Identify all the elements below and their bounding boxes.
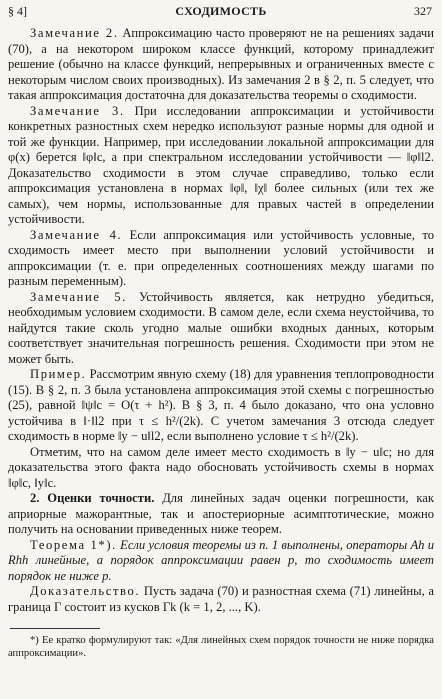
- remark-2-text: Аппроксимацию часто проверяют не на решениях задачи (70), а на некотором широком классе функций, которому принадлежит решение (обычно на классе функций, непрерывных и ограниченных вместе с некоторым числом своих производных). Из замечания 2 в § 2, п. 5 следует, что такая аппроксимация достаточна для доказательства теоремы о сходимости.: [8, 26, 434, 102]
- accuracy-section-paragraph: [8, 491, 434, 538]
- example-text: Рассмотрим явную схему (18) для уравнения теплопроводности (15). В § 2, п. 3 была установлена аппроксимация этой схемы с погрешностью (25), равной ‖ψ‖c = O(τ + h²). В § 3, п. 4 было доказано, что она условно устойчива в ‖·‖l2 при τ ≤ h²/(2k). С учетом замечания 3 отсюда следует сходимость в норме ‖y − u‖l2, если выполнено условие τ ≤ h²/(2k).: [8, 367, 434, 443]
- remark-3-text: При исследовании аппроксимации и устойчивости конкретных разностных схем нередко используют разные нормы для одной и той же функции. Например, при исследовании локальной аппроксимации для φ(x) берется ‖φ‖c, а при спектральном исследовании устойчивости — ‖φ‖l2. Доказательство сходимости в этом случае справедливо, только если аппроксимация установлена в нормах ‖φ‖, ‖χ‖ более сильных (или тех же самых), чем нормы, использованные для правых частей в определении устойчивости.: [8, 103, 434, 226]
- running-title: СХОДИМОСТЬ: [175, 4, 267, 18]
- remark-5-paragraph: [8, 290, 434, 368]
- remark-3-paragraph: [8, 104, 434, 228]
- proof-paragraph: [8, 584, 434, 615]
- remark-4-text: Если аппроксимация или устойчивость условные, то сходимость имеет место при выполнении условий устойчивости и аппроксимации (т. е. при определенных соотношениях между шагами по разным переменным).: [8, 227, 434, 288]
- footnote: [8, 634, 434, 660]
- accuracy-section-heading: 2. Оценки точности.: [30, 491, 155, 505]
- theorem-1-paragraph: [8, 538, 434, 585]
- note-text: Отметим, что на самом деле имеет место сходимость в ‖y − u‖c; но для доказательства этого факта надо обосновать устойчивость схемы в нормах ‖φ‖c, ‖y‖c.: [8, 444, 434, 490]
- example-paragraph: [8, 367, 434, 445]
- remark-3-heading: Замечание 3.: [30, 103, 125, 118]
- page-number: 327: [414, 4, 432, 18]
- running-header: [8, 4, 434, 20]
- section-marker: § 4]: [8, 4, 27, 18]
- proof-heading: Доказательство.: [30, 584, 141, 598]
- remark-2-paragraph: [8, 26, 434, 104]
- proof-text: Пусть задача (70) и разностная схема (71) линейны, а граница Γ состоит из кусков Γk (k = 1, 2, ..., K).: [8, 584, 434, 614]
- theorem-1-heading: Теорема 1*).: [30, 537, 117, 552]
- remark-4-paragraph: [8, 228, 434, 290]
- theorem-1-text: Если условия теоремы из п. 1 выполнены, операторы Ah и Rhh линейные, а порядок аппроксимации равен p, то сходимость имеет порядок не ниже p.: [8, 537, 434, 583]
- note-paragraph: [8, 445, 434, 492]
- footnote-text: *) Ее кратко формулируют так: «Для линейных схем порядок точности не ниже порядка аппроксимации».: [8, 635, 434, 659]
- remark-4-heading: Замечание 4.: [30, 227, 123, 242]
- remark-5-heading: Замечание 5.: [30, 289, 127, 304]
- remark-5-text: Устойчивость является, как нетрудно убедиться, необходимым условием сходимости. В самом деле, если схема неустойчива, то найдутся такие сколь угодно малые ошибки входных данных, которым соответствует значительная погрешность решения. Сходимости при этом не может быть.: [8, 289, 434, 366]
- example-heading: Пример.: [30, 367, 87, 381]
- accuracy-section-text: Для линейных задач оценки погрешности, как априорные мажорантные, так и апостериорные асимптотические, можно получить на основании приведенных ниже теорем.: [8, 491, 434, 536]
- footnote-divider: [10, 628, 100, 629]
- remark-2-heading: Замечание 2.: [30, 26, 119, 40]
- page-body: [8, 26, 434, 615]
